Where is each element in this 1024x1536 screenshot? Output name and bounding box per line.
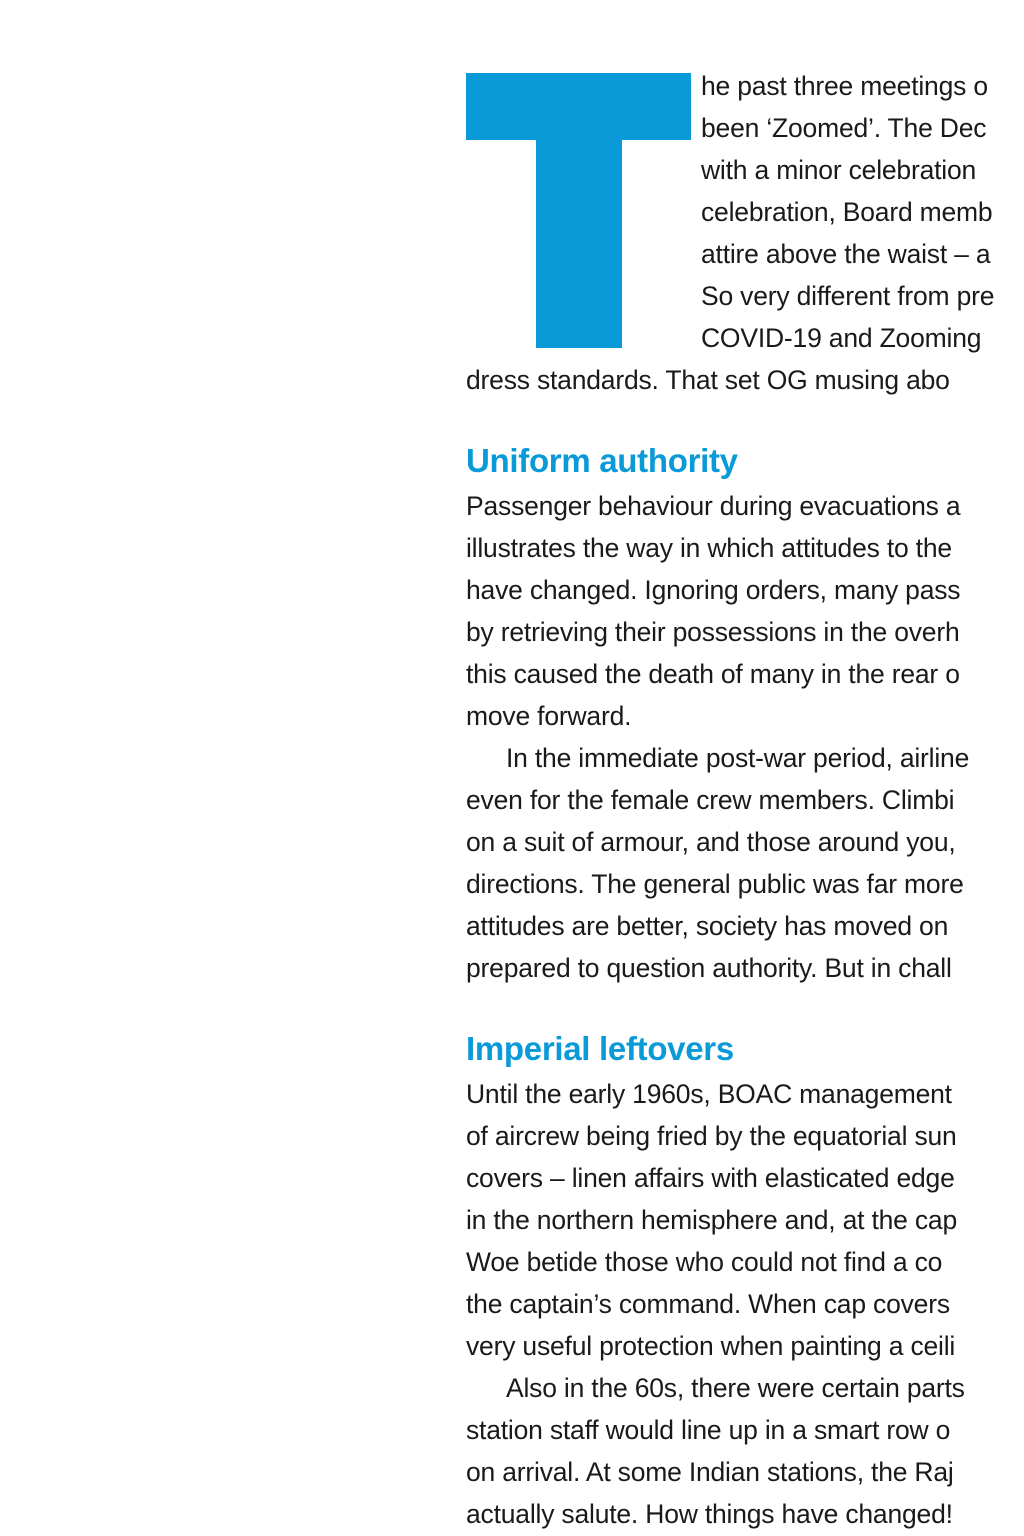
intro-line: with a minor celebration (701, 155, 977, 185)
body-line: covers – linen affairs with elasticated edge (466, 1163, 955, 1193)
section-heading: Uniform authority (466, 442, 738, 479)
body-line: Also in the 60s, there were certain parts (506, 1373, 965, 1403)
body-line: in the northern hemisphere and, at the cap (466, 1205, 958, 1235)
body-line: even for the female crew members. Climbi (466, 785, 955, 815)
intro-line: been ‘Zoomed’. The Dec (701, 113, 987, 143)
drop-cap-stem (536, 139, 622, 348)
body-line: illustrates the way in which attitudes to the (466, 533, 952, 563)
body-line: prepared to question authority. But in chall (466, 953, 952, 983)
body-line: move forward. (466, 701, 632, 731)
intro-line: attire above the waist – a (701, 239, 991, 269)
intro-line: So very different from pre (701, 281, 995, 311)
body-line: directions. The general public was far more (466, 869, 964, 899)
body-line: by retrieving their possessions in the overh (466, 617, 960, 647)
intro-line: dress standards. That set OG musing abo (466, 365, 950, 395)
body-line: Passenger behaviour during evacuations a (466, 491, 961, 521)
body-line: attitudes are better, society has moved on (466, 911, 949, 941)
intro-line: COVID-19 and Zooming (701, 323, 982, 353)
body-line: Woe betide those who could not find a co (466, 1247, 943, 1277)
intro-line: celebration, Board memb (701, 197, 993, 227)
body-line: In the immediate post-war period, airline (506, 743, 970, 773)
body-line: the captain’s command. When cap covers (466, 1289, 950, 1319)
drop-cap-crossbar (466, 73, 691, 140)
intro-line: he past three meetings o (701, 71, 988, 101)
body-line: station staff would line up in a smart row o (466, 1415, 951, 1445)
body-line: have changed. Ignoring orders, many pass (466, 575, 961, 605)
body-line: Until the early 1960s, BOAC management (466, 1079, 952, 1109)
body-line: actually salute. How things have changed! (466, 1499, 953, 1529)
section-heading: Imperial leftovers (466, 1030, 734, 1067)
body-line: of aircrew being fried by the equatorial sun (466, 1121, 957, 1151)
body-line: very useful protection when painting a ceili (466, 1331, 956, 1361)
drop-cap-letter-t (466, 73, 691, 348)
body-line: on a suit of armour, and those around you, (466, 827, 956, 857)
body-line: this caused the death of many in the rear o (466, 659, 960, 689)
body-line: on arrival. At some Indian stations, the Raj (466, 1457, 954, 1487)
